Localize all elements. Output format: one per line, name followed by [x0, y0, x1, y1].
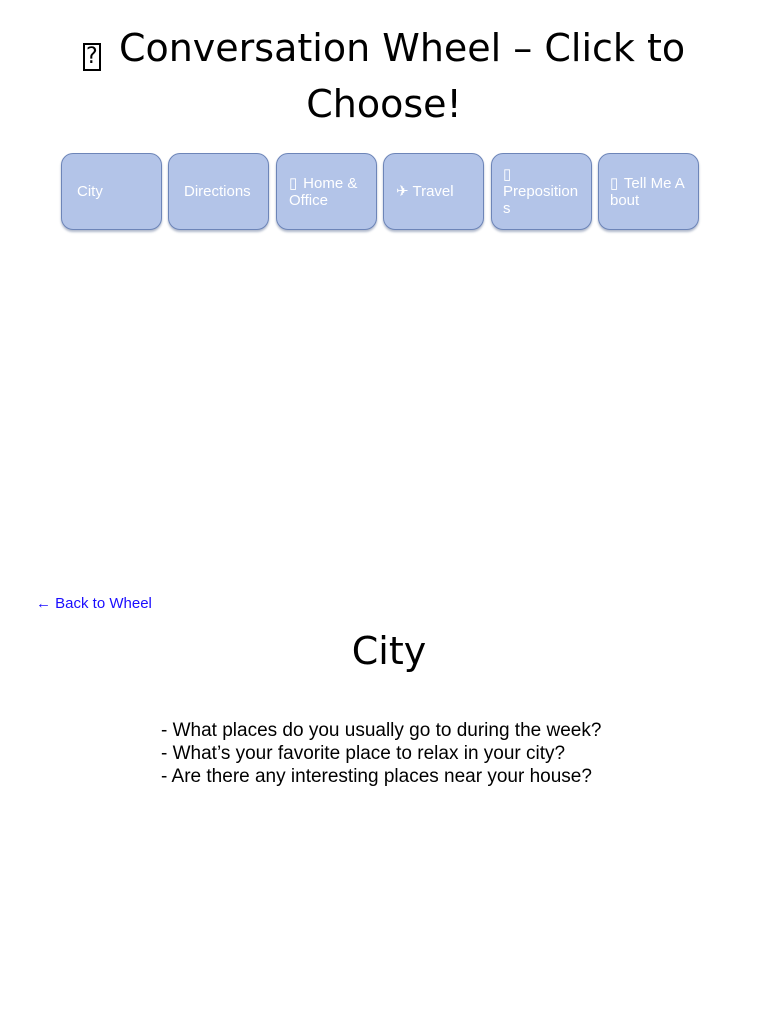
topic-button-label: Home & Office — [289, 174, 358, 209]
topic-button-prepositions[interactable] — [491, 153, 592, 230]
question-list — [161, 719, 601, 788]
back-to-wheel-link[interactable]: ← Back to Wheel — [36, 595, 152, 612]
prepositions-icon: ▯ — [503, 166, 512, 183]
topic-button-label: City — [77, 183, 103, 200]
topic-button-label: Tell Me About — [610, 174, 685, 209]
speech-icon: ▯ — [610, 174, 619, 192]
question-item: - What’s your favorite place to relax in your city? — [161, 743, 566, 764]
title-emoji-icon: ? — [83, 43, 101, 71]
question-item: - What places do you usually go to during the week? — [161, 720, 602, 741]
question-item: - Are there any interesting places near your house? — [161, 766, 592, 787]
topic-button-label: Directions — [184, 183, 251, 200]
topic-button-home-office[interactable] — [276, 153, 377, 230]
topic-button-label: Prepositions — [503, 183, 579, 217]
page-title — [0, 20, 768, 132]
topic-button-tell-me-about[interactable] — [598, 153, 699, 230]
topic-title: City — [351, 629, 427, 673]
topic-button-label: Travel — [412, 183, 454, 200]
topic-button-travel[interactable] — [383, 153, 484, 230]
airplane-icon: ✈ — [396, 183, 409, 200]
topic-button-directions[interactable] — [168, 153, 269, 230]
topic-button-city[interactable] — [61, 153, 162, 230]
conversation-wheel — [61, 153, 701, 233]
house-icon: ▯ — [289, 174, 298, 192]
page-title-text: Conversation Wheel – Click to Choose! — [118, 26, 686, 126]
